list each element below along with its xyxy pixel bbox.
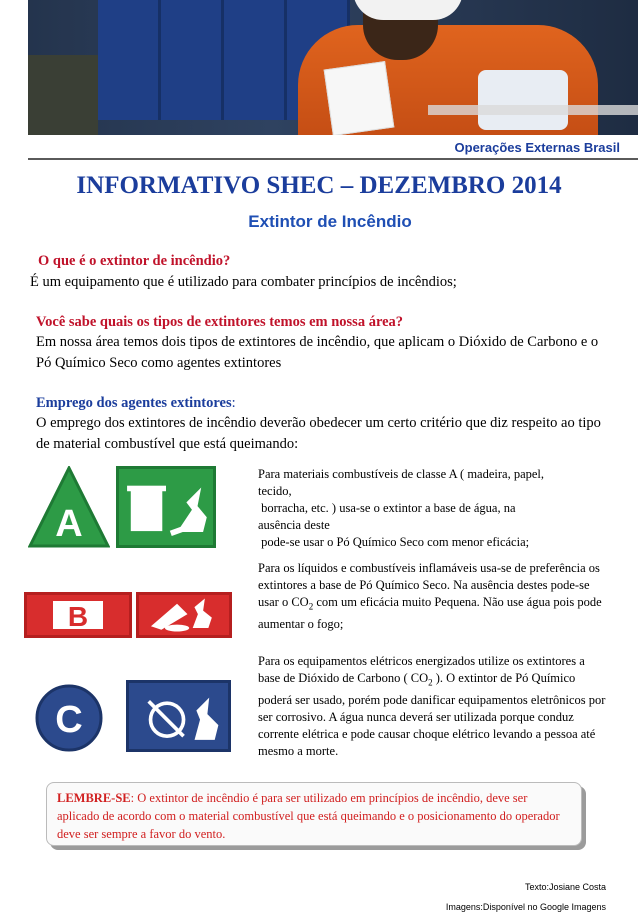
reminder-box [46, 782, 582, 846]
class-a-line: Para materiais combustíveis de classe A ( madeira, papel, [258, 467, 545, 481]
question-types-in-area: Você sabe quais os tipos de extintores temos em nossa área? [36, 314, 404, 330]
text-credit: Texto:Josiane Costa [524, 882, 606, 892]
class-a-line: ausência deste [258, 518, 330, 532]
answer-agent-usage: O emprego dos extintores de incêndio deverão obedecer um certo critério que diz respeito ao tipo de material combustível que está queimando: [36, 415, 601, 452]
heading-agent-usage-text: Emprego dos agentes extintores [36, 395, 232, 411]
class-a-sign [28, 466, 110, 548]
header-divider [28, 158, 638, 160]
class-c-sign [20, 684, 118, 752]
class-c-text-end: ). O extintor de Pó Químico poderá ser usado, porém pode danificar equipamentos eletrônicos por ser corrosivo. A água nunca deverá ser utilizada porque conduz corrente elétrica e pode causar choque elétrico levando a pessoa até mesmo a morte. [258, 671, 606, 758]
org-label-bar [0, 135, 638, 160]
reminder-label: LEMBRE-SE [57, 791, 131, 805]
flame-icon [195, 698, 219, 740]
class-b-text-start: Para os líquidos e combustíveis inflamáveis usa-se de preferência os extintores a base de Pó Químico Seco. Na ausência destes pode-se usar o CO [258, 561, 600, 609]
class-b-text-end: com um eficácia muito Pequena. Não use água pois pode aumentar o fogo; [258, 595, 602, 631]
org-label: Operações Externas Brasil [454, 140, 620, 155]
notepad-image [324, 61, 395, 135]
page-title: INFORMATIVO SHEC – DEZEMBRO 2014 [76, 172, 562, 199]
heading-agent-usage [36, 395, 236, 412]
class-c-text-start: Para os equipamentos elétricos energizados utilize os extintores a base de Dióxido de Carbono ( CO [258, 654, 585, 685]
class-a-line: borracha, etc. ) usa-se o extintor a base de água, na [258, 501, 516, 515]
page-subtitle: Extintor de Incêndio [248, 212, 412, 231]
answer-what-is-extinguisher: É um equipamento que é utilizado para combater princípios de incêndios; [30, 274, 457, 290]
co2-subscript: 2 [428, 677, 433, 688]
class-b-description [258, 560, 603, 633]
company-badge-image [478, 70, 568, 130]
class-a-pictogram [116, 466, 216, 548]
class-a-line: tecido, [258, 484, 292, 498]
reminder-text [57, 789, 571, 843]
image-credit: Imagens:Disponível no Google Imagens [445, 902, 606, 912]
class-a-letter: A [55, 503, 83, 545]
class-b-pictogram [136, 592, 232, 638]
class-c-description [258, 653, 608, 760]
answer-types-in-area: Em nossa área temos dois tipos de extintores de incêndio, que aplicam o Dióxido de Carbono e o Pó Químico Seco como agentes extintores [36, 334, 599, 371]
heading-agent-usage-colon: : [231, 395, 236, 411]
class-c-letter: C [55, 699, 83, 741]
question-what-is-extinguisher: O que é o extintor de incêndio? [38, 253, 231, 269]
co2-subscript: 2 [308, 601, 314, 612]
class-c-pictogram [126, 680, 231, 752]
flame-icon [193, 598, 212, 628]
class-b-letter: B [67, 601, 89, 632]
header-photo [28, 0, 638, 135]
class-a-line: pode-se usar o Pó Químico Seco com menor eficácia; [258, 535, 530, 549]
class-a-description [258, 466, 598, 551]
reminder-body: : O extintor de incêndio é para ser utilizado em princípios de incêndio, deve ser aplicado de acordo com o material combustível que está queimando e o posicionamento do operador deve ser sempre a favor do vento. [57, 791, 560, 841]
class-b-sign [24, 592, 132, 638]
